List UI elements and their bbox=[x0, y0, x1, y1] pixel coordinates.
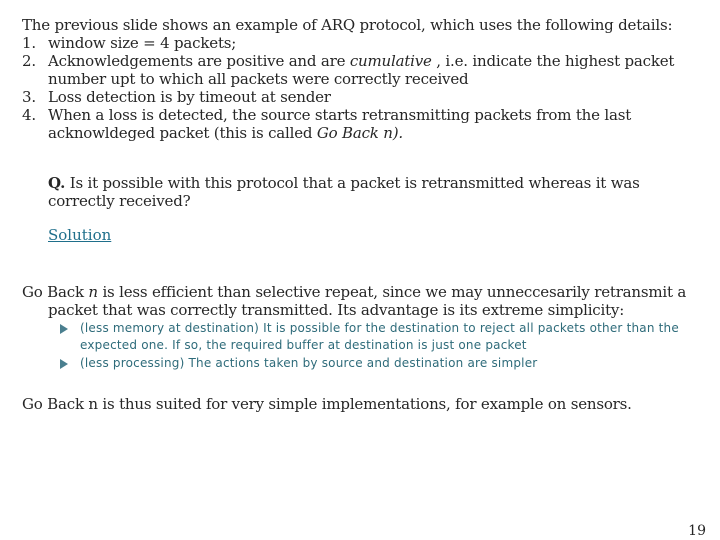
advantages-list bbox=[60, 320, 710, 373]
triangle-right-icon bbox=[60, 359, 68, 369]
item-text-emphasis: Go Back n). bbox=[316, 124, 403, 142]
page-number: 19 bbox=[688, 523, 706, 539]
item-text-emphasis: cumulative bbox=[349, 52, 432, 70]
item-text: Loss detection is by timeout at sender bbox=[48, 88, 331, 106]
question-label: Q. bbox=[48, 174, 66, 192]
item-text: window size = 4 packets; bbox=[48, 34, 237, 52]
bullet-text: (less processing) The actions taken by source and destination are simpler bbox=[80, 356, 538, 370]
solution-link[interactable]: Solution bbox=[48, 226, 112, 244]
list-item bbox=[22, 52, 702, 88]
go-back-n-pre: Go Back bbox=[22, 283, 89, 301]
bullet-text: (less memory at destination) It is possible for the destination to reject all packets other than the expected one. If so, the required buffer at destination is just one packet bbox=[80, 321, 679, 352]
item-number: 1. bbox=[22, 34, 36, 52]
item-number: 3. bbox=[22, 88, 36, 106]
go-back-n-text bbox=[22, 283, 712, 319]
item-number: 4. bbox=[22, 106, 36, 124]
intro-lead: The previous slide shows an example of ARQ protocol, which uses the following details: bbox=[22, 16, 673, 34]
details-list bbox=[22, 34, 702, 142]
list-item bbox=[22, 34, 702, 52]
list-item bbox=[60, 320, 710, 354]
question-text: Is it possible with this protocol that a packet is retransmitted whereas it was correctly received? bbox=[48, 174, 640, 210]
go-back-n-paragraph bbox=[22, 283, 712, 319]
list-item bbox=[22, 106, 702, 142]
go-back-n-post: is less efficient than selective repeat, since we may unneccesarily retransmit a packet that was correctly transmitted. Its advantage is its extreme simplicity: bbox=[48, 283, 687, 319]
item-text-pre: When a loss is detected, the source starts retransmitting packets from the last acknowldeged packet (this is called bbox=[48, 106, 632, 142]
go-back-n-emphasis: n bbox=[88, 283, 98, 301]
triangle-right-icon bbox=[60, 324, 68, 334]
summary-paragraph: Go Back n is thus suited for very simple implementations, for example on sensors. bbox=[22, 395, 632, 413]
item-text-post: , i.e. indicate the highest packet number upt to which all packets were correctly received bbox=[48, 52, 675, 88]
item-text-pre: Acknowledgements are positive and are bbox=[48, 52, 350, 70]
list-item bbox=[22, 88, 702, 106]
item-number: 2. bbox=[22, 52, 36, 70]
intro-section bbox=[22, 16, 702, 142]
question-block bbox=[48, 174, 698, 210]
list-item bbox=[60, 355, 710, 372]
